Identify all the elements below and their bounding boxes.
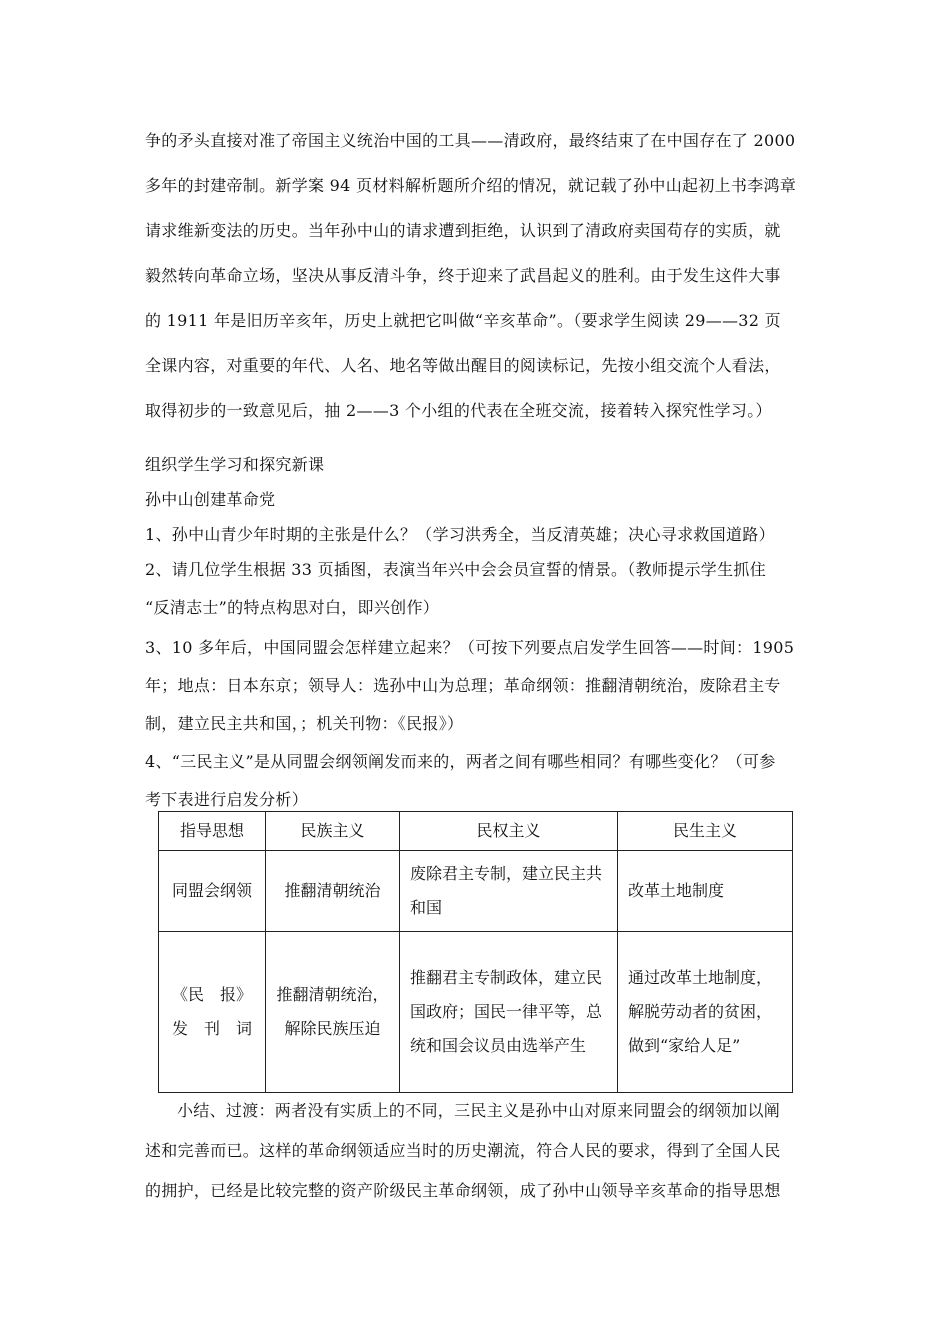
question-1: 1、孙中山青少年时期的主张是什么？（学习洪秀全，当反清英雄；决心寻求救国道路） — [145, 525, 775, 544]
row-label-line: 发 刊 词 — [171, 1019, 252, 1038]
question-3-line: 制，建立民主共和国，；机关刊物：《民报》） — [145, 714, 464, 733]
section-heading: 组织学生学习和探究新课 — [145, 455, 325, 474]
summary-line: 述和完善而已。这样的革命纲领适应当时的历史潮流，符合人民的要求，得到了全国人民 — [145, 1141, 781, 1160]
paragraph-line: 请求维新变法的历史。当年孙中山的请求遭到拒绝，认识到了清政府卖国苟存的实质，就 — [145, 221, 781, 240]
table-row — [159, 932, 793, 1093]
table-cell: 通过改革土地制度，解脱劳动者的贫困，做到“家给人足” — [618, 932, 793, 1093]
row-label: 同盟会纲领 — [159, 851, 266, 932]
header-cell: 民权主义 — [400, 812, 618, 851]
question-4-line: 4、“三民主义”是从同盟会纲领阐发而来的，两者之间有哪些相同？有哪些变化？（可参 — [145, 752, 776, 771]
paragraph-line: 取得初步的一致意见后，抽 2——3 个小组的代表在全班交流，接着转入探究性学习。） — [145, 401, 772, 420]
table-row — [159, 851, 793, 932]
table-cell: 改革土地制度 — [618, 851, 793, 932]
table-header-row — [159, 812, 793, 851]
question-2-line: “反清志士”的特点构思对白，即兴创作） — [145, 598, 440, 617]
paragraph-line: 多年的封建帝制。新学案 94 页材料解析题所介绍的情况，就记载了孙中山起初上书李鸿章 — [145, 176, 797, 195]
header-cell: 民生主义 — [618, 812, 793, 851]
summary-line: 的拥护，已经是比较完整的资产阶级民主革命纲领，成了孙中山领导辛亥革命的指导思想 — [145, 1181, 781, 1200]
paragraph-line: 全课内容，对重要的年代、人名、地名等做出醒目的阅读标记，先按小组交流个人看法， — [145, 356, 781, 375]
row-label — [159, 932, 266, 1093]
header-cell: 民族主义 — [266, 812, 400, 851]
paragraph-line: 的 1911 年是旧历辛亥年，历史上就把它叫做“辛亥革命”。（要求学生阅读 29——32 页 — [145, 311, 781, 330]
paragraph-line: 争的矛头直接对准了帝国主义统治中国的工具——清政府，最终结束了在中国存在了 2000 — [145, 131, 796, 150]
header-cell: 指导思想 — [159, 812, 266, 851]
row-label-line: 《民 报》 — [171, 985, 252, 1004]
question-2-line: 2、请几位学生根据 33 页插图，表演当年兴中会会员宣誓的情景。（教师提示学生抓住 — [145, 560, 767, 579]
table-cell: 推翻清朝统治，解除民族压迫 — [266, 932, 400, 1093]
question-4-line: 考下表进行启发分析） — [145, 790, 309, 809]
table-cell: 推翻君主专制政体，建立民国政府；国民一律平等，总统和国会议员由选举产生 — [400, 932, 618, 1093]
subsection-heading: 孙中山创建革命党 — [145, 490, 276, 509]
question-3-line: 年；地点：日本东京；领导人：选孙中山为总理；革命纲领：推翻清朝统治，废除君主专 — [145, 676, 781, 695]
table-cell: 推翻清朝统治 — [266, 851, 400, 932]
paragraph-line: 毅然转向革命立场，坚决从事反清斗争，终于迎来了武昌起义的胜利。由于发生这件大事 — [145, 266, 781, 285]
comparison-table — [158, 811, 793, 1093]
table-cell: 废除君主专制，建立民主共和国 — [400, 851, 618, 932]
summary-line: 小结、过渡：两者没有实质上的不同，三民主义是孙中山对原来同盟会的纲领加以阐 — [177, 1101, 781, 1120]
question-3-line: 3、10 多年后，中国同盟会怎样建立起来？（可按下列要点启发学生回答——时间：1905 — [145, 638, 795, 657]
